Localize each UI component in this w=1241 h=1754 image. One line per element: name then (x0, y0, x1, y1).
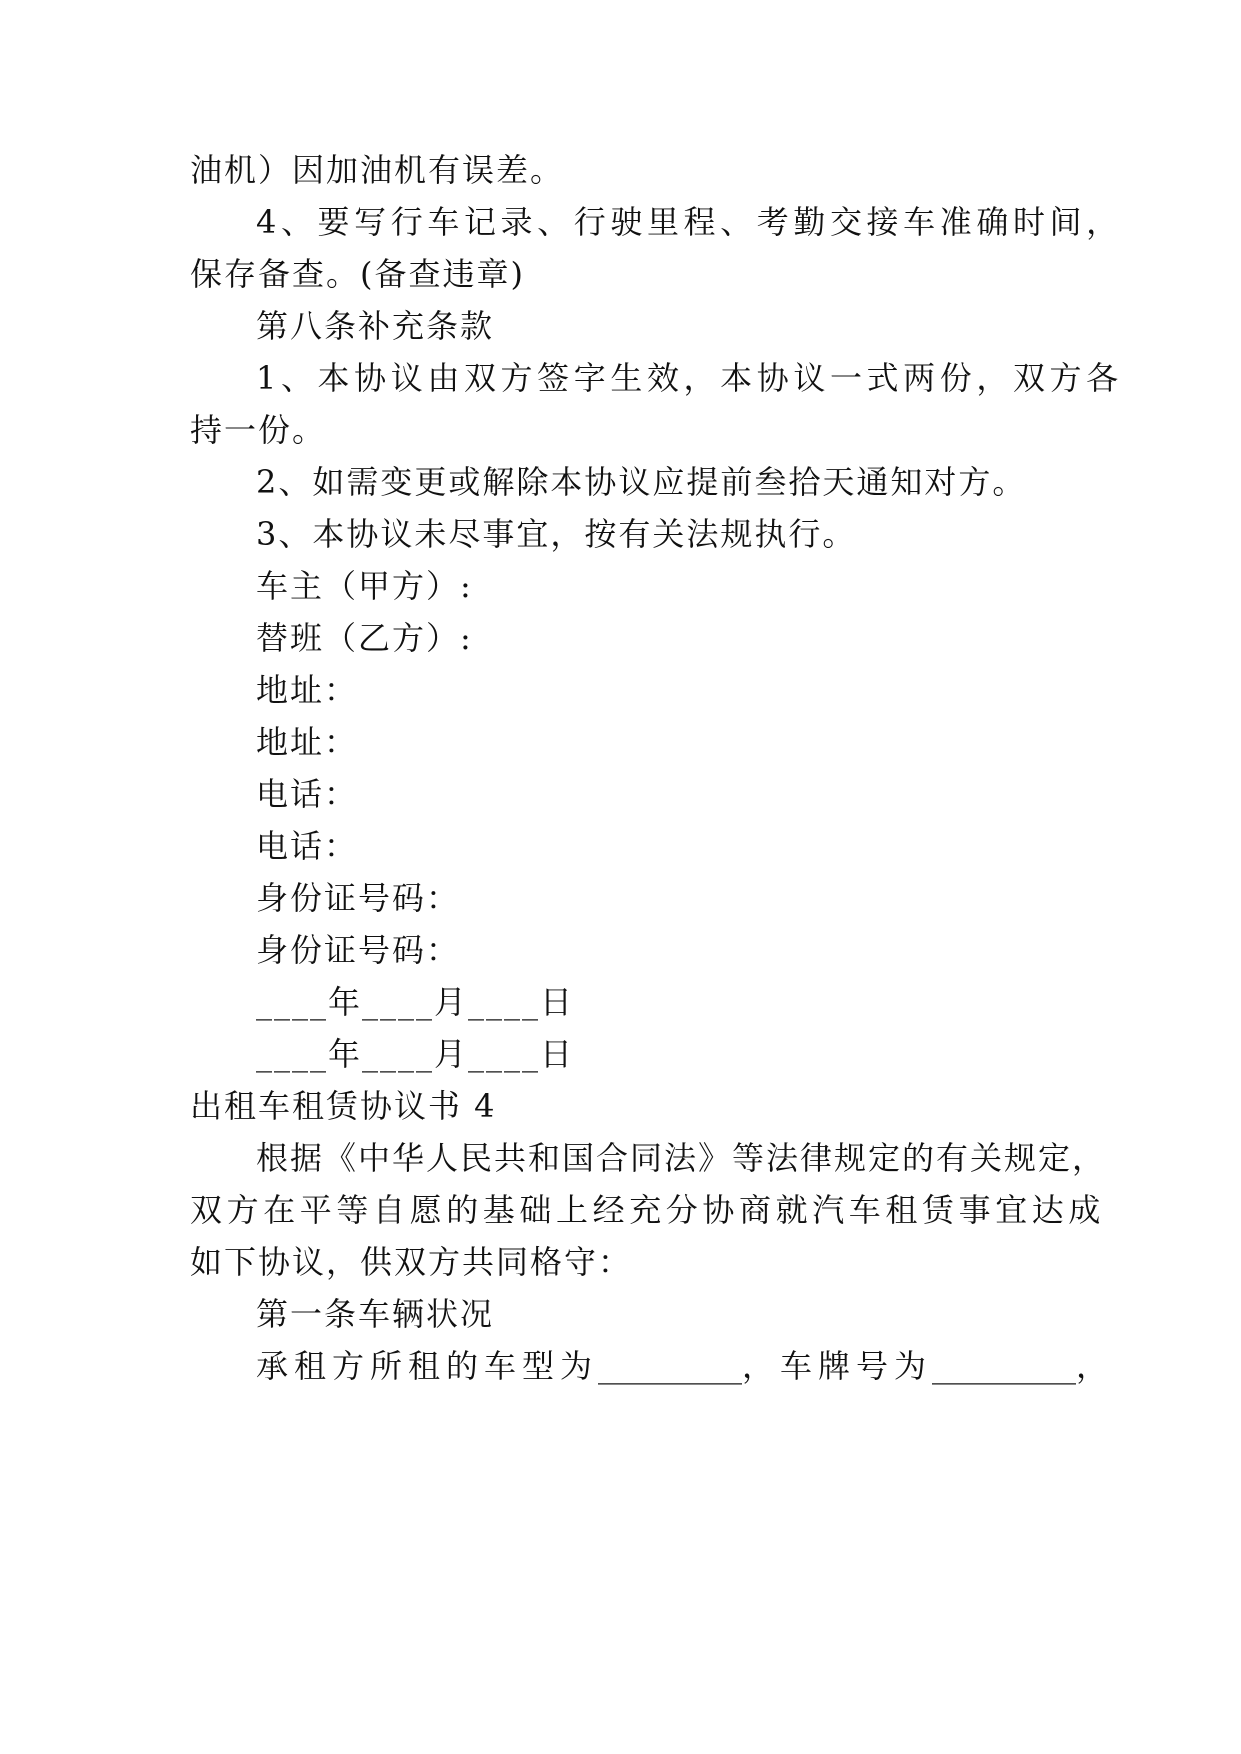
party-a-label: 车主（甲方）: (256, 567, 473, 605)
text-line: 双方在平等自愿的基础上经充分协商就汽车租赁事宜达成 (190, 1191, 1106, 1229)
address-label: 地址： (256, 671, 359, 709)
text-line: 2、如需变更或解除本协议应提前叁拾天通知对方。 (256, 463, 1027, 501)
section-heading: 第八条补充条款 (256, 307, 495, 345)
car-model-blank: _________ (598, 1347, 743, 1385)
text-segment: ，车牌号为 (742, 1347, 933, 1385)
text-line: 3、本协议未尽事宜，按有关法规执行。 (256, 515, 857, 553)
plate-number-blank: _________ (932, 1347, 1077, 1385)
text-line: 1、本协议由双方签字生效，本协议一式两份，双方各 (256, 359, 1123, 397)
address-label: 地址： (256, 723, 359, 761)
section-heading: 第一条车辆状况 (256, 1295, 495, 1333)
text-line: 油机）因加油机有误差。 (190, 151, 565, 189)
text-line: 根据《中华人民共和国合同法》等法律规定的有关规定， (256, 1139, 1107, 1177)
date-line: ____年____月____日 (256, 983, 575, 1021)
text-line: 如下协议，供双方共同格守： (190, 1243, 633, 1281)
date-line: ____年____月____日 (256, 1035, 575, 1073)
vehicle-info-line (256, 1346, 1115, 1386)
document-title: 出租车租赁协议书 4 (190, 1087, 497, 1125)
text-segment: ， (1076, 1347, 1115, 1385)
phone-label: 电话： (256, 775, 359, 813)
party-b-label: 替班（乙方）: (256, 619, 473, 657)
id-number-label: 身份证号码： (256, 879, 461, 917)
text-line: 保存备查。(备查违章) (190, 255, 525, 293)
text-segment: 承租方所租的车型为 (256, 1347, 599, 1385)
text-line: 4、要写行车记录、行驶里程、考勤交接车准确时间， (256, 203, 1123, 241)
text-line: 持一份。 (190, 411, 327, 449)
id-number-label: 身份证号码： (256, 931, 461, 969)
phone-label: 电话： (256, 827, 359, 865)
